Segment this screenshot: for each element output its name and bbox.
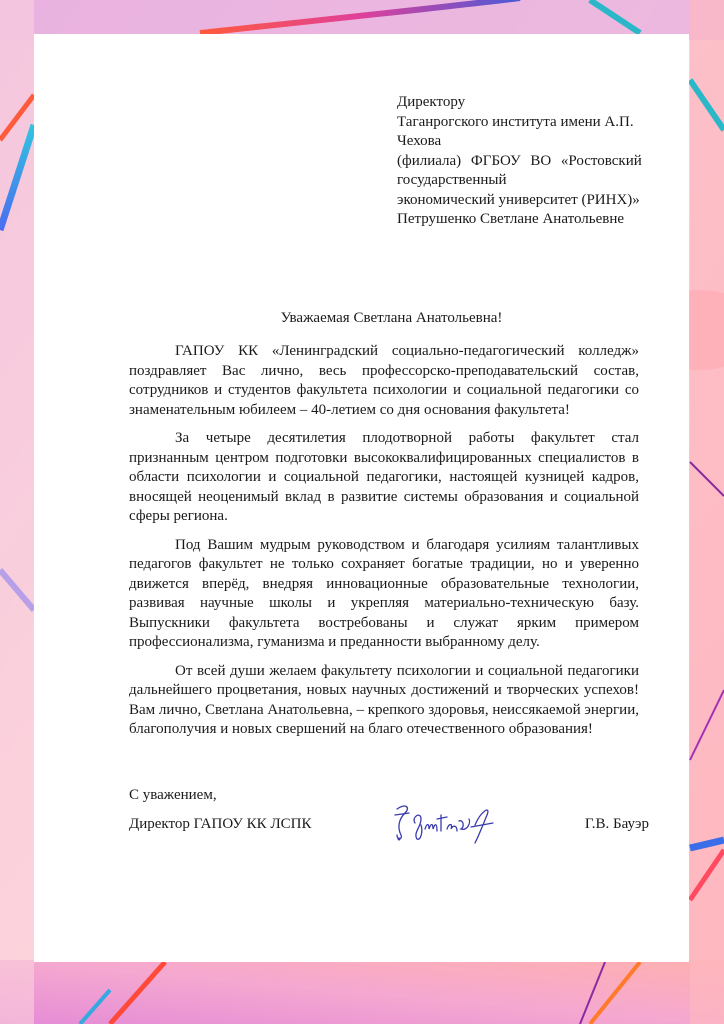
addressee-line: государственный (397, 172, 507, 188)
closing: С уважением, (129, 787, 217, 803)
letter-body (129, 342, 639, 749)
letter-page (34, 34, 689, 962)
addressee-line: экономический университет (РИНХ)» (397, 191, 640, 208)
addressee-block (397, 93, 649, 230)
addressee-line: Директору (397, 94, 466, 110)
paragraph: Под Вашим мудрым руководством и благодаря усилиям талантливых педагогов факультет не только сохраняет богатые традиции, но и уверенно движется вперёд, внедряя инновационные образовательные технологии, развивая научные школы и укрепляя материально-техническую базу. Выпускники факультета востребованы и служат ярким примером профессионализма, гуманизма и преданности выбранному делу. (129, 536, 639, 650)
addressee-line: Чехова (397, 133, 442, 149)
greeting: Уважаемая Светлана Анатольевна! (280, 310, 503, 326)
signature-icon (391, 801, 501, 845)
paragraph: От всей души желаем факультету психологии и социальной педагогики дальнейшего процветания, новых научных достижений и творческих успехов! Вам лично, Светлана Анатольевна, – крепкого здоровья, неиссякаемой энергии, благополучия и новых свершений на благо отечественного образования! (129, 662, 639, 737)
paragraph: За четыре десятилетия плодотворной работы факультет стал признанным центром подготовки высококвалифицированных специалистов в области психологии и социальной педагогики, настоящей кузницей кадров, вносящей неоценимый вклад в развитие системы образования и социальной сферы региона. (129, 430, 639, 524)
paragraph: ГАПОУ КК «Ленинградский социально-педагогический колледж» поздравляет Вас лично, весь профессорско-преподавательский состав, сотрудников и студентов факультета психологии и социальной педагогики со знаменательным юбилеем – 40-летием со дня основания факультета! (129, 343, 639, 418)
addressee-line: Петрушенко Светлане Анатольевне (397, 211, 624, 227)
addressee-line: (филиала) ФГБОУ ВО «Ростовский (397, 152, 642, 169)
addressee-line: Таганрогского института имени А.П. (397, 113, 634, 130)
signer-title: Директор ГАПОУ КК ЛСПК (129, 816, 312, 832)
signature-row (129, 815, 649, 855)
signer-name: Г.В. Бауэр (584, 816, 649, 832)
